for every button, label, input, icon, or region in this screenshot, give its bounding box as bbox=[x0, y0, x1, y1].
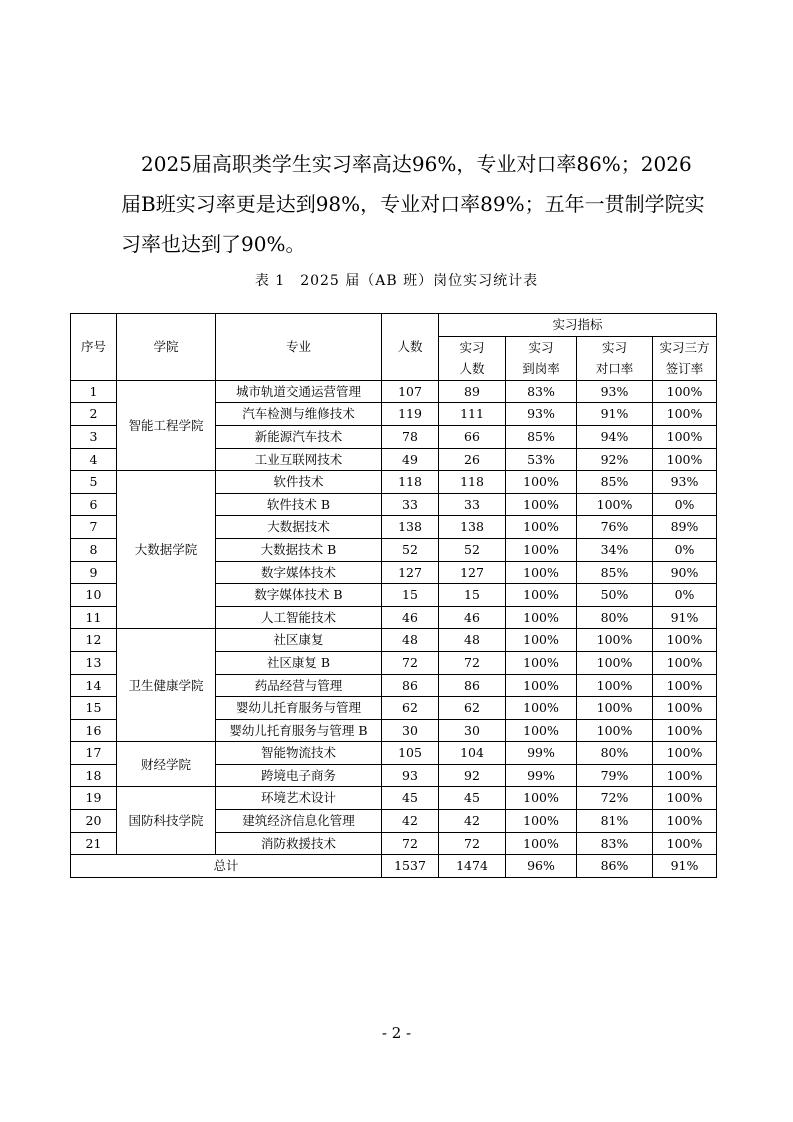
cell-major: 人工智能技术 bbox=[216, 606, 382, 629]
header-intern-count: 实习 人数 bbox=[439, 336, 506, 380]
cell-intern: 15 bbox=[439, 584, 506, 607]
cell-no: 4 bbox=[71, 448, 117, 471]
cell-no: 1 bbox=[71, 380, 117, 403]
cell-intern: 72 bbox=[439, 651, 506, 674]
cell-match: 100% bbox=[577, 719, 653, 742]
cell-count: 127 bbox=[382, 561, 439, 584]
cell-intern: 62 bbox=[439, 697, 506, 720]
cell-count: 72 bbox=[382, 651, 439, 674]
cell-major: 汽车检测与维修技术 bbox=[216, 403, 382, 426]
cell-count: 118 bbox=[382, 471, 439, 494]
cell-sign: 91% bbox=[653, 606, 717, 629]
cell-arrival: 100% bbox=[506, 674, 577, 697]
cell-match: 85% bbox=[577, 561, 653, 584]
cell-arrival: 100% bbox=[506, 832, 577, 855]
cell-count: 107 bbox=[382, 380, 439, 403]
cell-intern: 138 bbox=[439, 516, 506, 539]
cell-intern: 66 bbox=[439, 425, 506, 448]
cell-no: 20 bbox=[71, 810, 117, 833]
cell-count: 93 bbox=[382, 764, 439, 787]
cell-intern: 72 bbox=[439, 832, 506, 855]
cell-major: 软件技术 bbox=[216, 471, 382, 494]
cell-match: 50% bbox=[577, 584, 653, 607]
cell-match: 100% bbox=[577, 651, 653, 674]
cell-count: 119 bbox=[382, 403, 439, 426]
cell-count: 45 bbox=[382, 787, 439, 810]
cell-sign: 0% bbox=[653, 493, 717, 516]
cell-sign: 100% bbox=[653, 380, 717, 403]
cell-major: 建筑经济信息化管理 bbox=[216, 810, 382, 833]
cell-match: 80% bbox=[577, 606, 653, 629]
cell-major: 大数据技术 B bbox=[216, 538, 382, 561]
cell-arrival: 99% bbox=[506, 742, 577, 765]
cell-sign: 100% bbox=[653, 651, 717, 674]
cell-no: 8 bbox=[71, 538, 117, 561]
cell-match: 85% bbox=[577, 471, 653, 494]
cell-sign: 100% bbox=[653, 810, 717, 833]
cell-no: 9 bbox=[71, 561, 117, 584]
cell-count: 86 bbox=[382, 674, 439, 697]
header-sign-rate: 实习三方 签订率 bbox=[653, 336, 717, 380]
cell-arrival: 100% bbox=[506, 561, 577, 584]
cell-major: 智能物流技术 bbox=[216, 742, 382, 765]
cell-major: 数字媒体技术 B bbox=[216, 584, 382, 607]
cell-arrival: 100% bbox=[506, 493, 577, 516]
header-seq: 序号 bbox=[71, 314, 117, 381]
cell-sign: 0% bbox=[653, 538, 717, 561]
cell-no: 16 bbox=[71, 719, 117, 742]
header-college: 学院 bbox=[117, 314, 216, 381]
cell-sign: 100% bbox=[653, 629, 717, 652]
cell-intern: 92 bbox=[439, 764, 506, 787]
cell-match: 76% bbox=[577, 516, 653, 539]
cell-count: 52 bbox=[382, 538, 439, 561]
cell-arrival: 100% bbox=[506, 629, 577, 652]
cell-major: 社区康复 bbox=[216, 629, 382, 652]
cell-college: 大数据学院 bbox=[117, 471, 216, 629]
page-number: - 2 - bbox=[381, 1024, 412, 1042]
cell-match: 100% bbox=[577, 493, 653, 516]
cell-arrival: 83% bbox=[506, 380, 577, 403]
cell-major: 社区康复 B bbox=[216, 651, 382, 674]
table-row bbox=[71, 629, 717, 652]
cell-match: 100% bbox=[577, 629, 653, 652]
cell-sign: 100% bbox=[653, 697, 717, 720]
cell-no: 18 bbox=[71, 764, 117, 787]
cell-no: 14 bbox=[71, 674, 117, 697]
cell-arrival: 100% bbox=[506, 606, 577, 629]
cell-college: 国防科技学院 bbox=[117, 787, 216, 855]
cell-sign: 0% bbox=[653, 584, 717, 607]
cell-intern: 104 bbox=[439, 742, 506, 765]
cell-match: 100% bbox=[577, 674, 653, 697]
cell-intern: 118 bbox=[439, 471, 506, 494]
cell-match: 94% bbox=[577, 425, 653, 448]
cell-arrival: 100% bbox=[506, 584, 577, 607]
cell-no: 21 bbox=[71, 832, 117, 855]
header-indicator: 实习指标 bbox=[439, 314, 717, 337]
cell-sign: 100% bbox=[653, 674, 717, 697]
cell-no: 10 bbox=[71, 584, 117, 607]
cell-match: 72% bbox=[577, 787, 653, 810]
cell-match: 83% bbox=[577, 832, 653, 855]
cell-sign: 89% bbox=[653, 516, 717, 539]
paragraph-line-3: 习率也达到了90%。 bbox=[121, 232, 306, 256]
cell-count: 78 bbox=[382, 425, 439, 448]
cell-arrival: 100% bbox=[506, 516, 577, 539]
cell-sign: 100% bbox=[653, 742, 717, 765]
cell-sign: 100% bbox=[653, 425, 717, 448]
table-row bbox=[71, 787, 717, 810]
cell-count: 105 bbox=[382, 742, 439, 765]
cell-major: 环境艺术设计 bbox=[216, 787, 382, 810]
table-row bbox=[71, 380, 717, 403]
cell-intern: 111 bbox=[439, 403, 506, 426]
cell-arrival: 100% bbox=[506, 810, 577, 833]
total-intern: 1474 bbox=[439, 855, 506, 878]
cell-college: 卫生健康学院 bbox=[117, 629, 216, 742]
cell-arrival: 85% bbox=[506, 425, 577, 448]
cell-intern: 46 bbox=[439, 606, 506, 629]
total-sign: 91% bbox=[653, 855, 717, 878]
cell-sign: 100% bbox=[653, 832, 717, 855]
cell-match: 79% bbox=[577, 764, 653, 787]
cell-arrival: 100% bbox=[506, 787, 577, 810]
cell-count: 42 bbox=[382, 810, 439, 833]
cell-arrival: 99% bbox=[506, 764, 577, 787]
cell-major: 跨境电子商务 bbox=[216, 764, 382, 787]
cell-sign: 100% bbox=[653, 403, 717, 426]
header-match-rate: 实习 对口率 bbox=[577, 336, 653, 380]
cell-intern: 127 bbox=[439, 561, 506, 584]
cell-major: 工业互联网技术 bbox=[216, 448, 382, 471]
cell-intern: 30 bbox=[439, 719, 506, 742]
paragraph-line-2: 届B班实习率更是达到98%，专业对口率89%；五年一贯制学院实 bbox=[121, 192, 705, 216]
cell-count: 15 bbox=[382, 584, 439, 607]
cell-arrival: 93% bbox=[506, 403, 577, 426]
cell-intern: 26 bbox=[439, 448, 506, 471]
cell-major: 药品经营与管理 bbox=[216, 674, 382, 697]
cell-major: 婴幼儿托育服务与管理 B bbox=[216, 719, 382, 742]
cell-college: 财经学院 bbox=[117, 742, 216, 787]
cell-no: 2 bbox=[71, 403, 117, 426]
cell-major: 城市轨道交通运营管理 bbox=[216, 380, 382, 403]
total-match: 86% bbox=[577, 855, 653, 878]
cell-major: 新能源汽车技术 bbox=[216, 425, 382, 448]
intro-paragraph bbox=[121, 144, 711, 264]
table-body bbox=[71, 380, 717, 877]
cell-match: 100% bbox=[577, 697, 653, 720]
cell-count: 62 bbox=[382, 697, 439, 720]
total-arrival: 96% bbox=[506, 855, 577, 878]
cell-major: 大数据技术 bbox=[216, 516, 382, 539]
cell-count: 49 bbox=[382, 448, 439, 471]
cell-intern: 45 bbox=[439, 787, 506, 810]
cell-no: 13 bbox=[71, 651, 117, 674]
cell-match: 80% bbox=[577, 742, 653, 765]
cell-no: 7 bbox=[71, 516, 117, 539]
cell-sign: 90% bbox=[653, 561, 717, 584]
cell-sign: 100% bbox=[653, 764, 717, 787]
cell-no: 15 bbox=[71, 697, 117, 720]
cell-match: 81% bbox=[577, 810, 653, 833]
cell-arrival: 100% bbox=[506, 697, 577, 720]
cell-no: 17 bbox=[71, 742, 117, 765]
cell-intern: 86 bbox=[439, 674, 506, 697]
table-row bbox=[71, 471, 717, 494]
cell-sign: 100% bbox=[653, 719, 717, 742]
cell-count: 33 bbox=[382, 493, 439, 516]
cell-major: 消防救援技术 bbox=[216, 832, 382, 855]
cell-sign: 93% bbox=[653, 471, 717, 494]
table-row bbox=[71, 742, 717, 765]
cell-major: 软件技术 B bbox=[216, 493, 382, 516]
cell-no: 6 bbox=[71, 493, 117, 516]
cell-intern: 42 bbox=[439, 810, 506, 833]
cell-no: 5 bbox=[71, 471, 117, 494]
cell-no: 12 bbox=[71, 629, 117, 652]
cell-arrival: 53% bbox=[506, 448, 577, 471]
cell-intern: 33 bbox=[439, 493, 506, 516]
cell-no: 11 bbox=[71, 606, 117, 629]
cell-intern: 89 bbox=[439, 380, 506, 403]
cell-major: 婴幼儿托育服务与管理 bbox=[216, 697, 382, 720]
cell-no: 3 bbox=[71, 425, 117, 448]
cell-arrival: 100% bbox=[506, 471, 577, 494]
cell-arrival: 100% bbox=[506, 651, 577, 674]
total-row bbox=[71, 855, 717, 878]
cell-count: 48 bbox=[382, 629, 439, 652]
header-major: 专业 bbox=[216, 314, 382, 381]
internship-stats-table bbox=[70, 313, 717, 878]
header-count: 人数 bbox=[382, 314, 439, 381]
cell-match: 91% bbox=[577, 403, 653, 426]
cell-sign: 100% bbox=[653, 448, 717, 471]
cell-count: 72 bbox=[382, 832, 439, 855]
cell-intern: 52 bbox=[439, 538, 506, 561]
paragraph-line-1: 2025届高职类学生实习率高达96%，专业对口率86%；2026 bbox=[141, 152, 692, 176]
cell-count: 30 bbox=[382, 719, 439, 742]
cell-intern: 48 bbox=[439, 629, 506, 652]
cell-arrival: 100% bbox=[506, 538, 577, 561]
table-caption: 表 1 2025 届（AB 班）岗位实习统计表 bbox=[254, 273, 539, 289]
cell-match: 34% bbox=[577, 538, 653, 561]
cell-match: 92% bbox=[577, 448, 653, 471]
cell-college: 智能工程学院 bbox=[117, 380, 216, 470]
cell-match: 93% bbox=[577, 380, 653, 403]
header-arrival-rate: 实习 到岗率 bbox=[506, 336, 577, 380]
cell-count: 46 bbox=[382, 606, 439, 629]
total-count: 1537 bbox=[382, 855, 439, 878]
cell-major: 数字媒体技术 bbox=[216, 561, 382, 584]
cell-sign: 100% bbox=[653, 787, 717, 810]
total-label: 总计 bbox=[71, 855, 382, 878]
cell-no: 19 bbox=[71, 787, 117, 810]
cell-count: 138 bbox=[382, 516, 439, 539]
cell-arrival: 100% bbox=[506, 719, 577, 742]
